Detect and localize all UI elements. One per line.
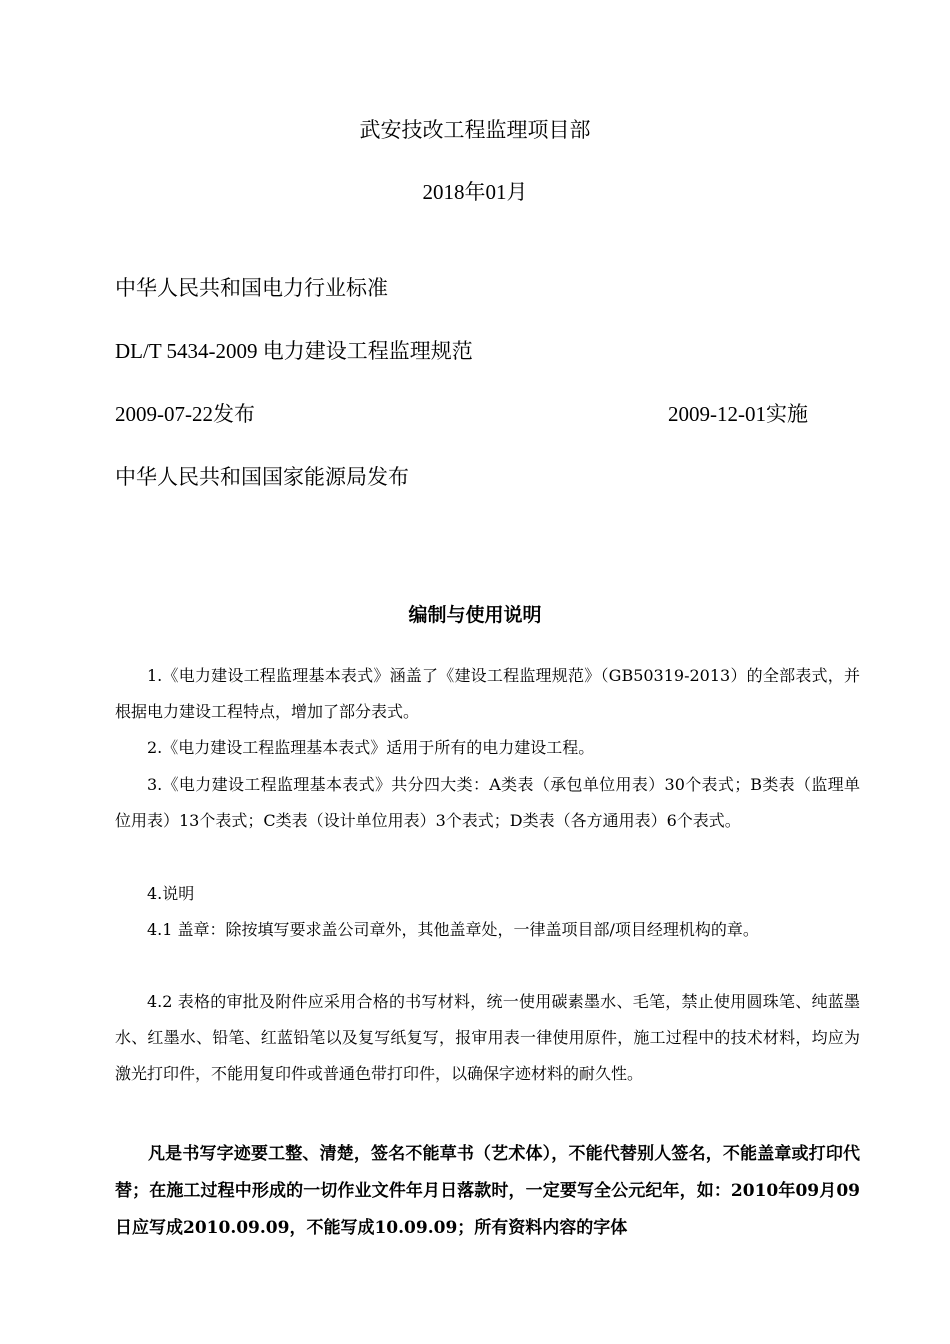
publish-date: 2009-07-22发布 [115, 402, 255, 426]
standard-issuer: 中华人民共和国国家能源局发布 [115, 465, 409, 489]
instruction-item-2: 2.《电力建设工程监理基本表式》适用于所有的电力建设工程。 [147, 738, 595, 757]
instruction-item-4-2: 4.2 表格的审批及附件应采用合格的书写材料，统一使用碳素墨水、毛笔，禁止使用圆珠笔、纯蓝墨水、红墨水、铅笔、红蓝铅笔以及复写纸复写，报审用表一律使用原件，施工过程中的技术材料，均应为激光打印件，不能用复印件或普通色带打印件，以确保字迹材料的耐久性。 [115, 992, 860, 1083]
instructions-heading: 编制与使用说明 [408, 604, 542, 626]
project-department-title: 武安技改工程监理项目部 [359, 118, 591, 142]
effective-date: 2009-12-01实施 [668, 402, 808, 426]
instruction-item-4-1: 4.1 盖章：除按填写要求盖公司章外，其他盖章处，一律盖项目部/项目经理机构的章。 [147, 920, 759, 939]
standard-code-title: DL/T 5434-2009 电力建设工程监理规范 [115, 339, 473, 363]
emphasis-paragraph: 凡是书写字迹要工整、清楚，签名不能草书（艺术体），不能代替别人签名，不能盖章或打印代替；在施工过程中形成的一切作业文件年月日落款时，一定要写全公元纪年，如：2010年09月09日应写成2010.09.09，不能写成10.09.09；所有资料内容的字体 [115, 1144, 860, 1238]
instruction-item-4: 4.说明 [147, 884, 195, 903]
document-date: 2018年01月 [422, 180, 528, 204]
instruction-item-3: 3.《电力建设工程监理基本表式》共分四大类：A类表（承包单位用表）30个表式；B类表（监理单位用表）13个表式；C类表（设计单位用表）3个表式；D类表（各方通用表）6个表式。 [115, 775, 860, 830]
standard-category: 中华人民共和国电力行业标准 [115, 276, 388, 300]
instruction-item-1: 1.《电力建设工程监理基本表式》涵盖了《建设工程监理规范》（GB50319-2013）的全部表式，并根据电力建设工程特点，增加了部分表式。 [115, 666, 860, 721]
